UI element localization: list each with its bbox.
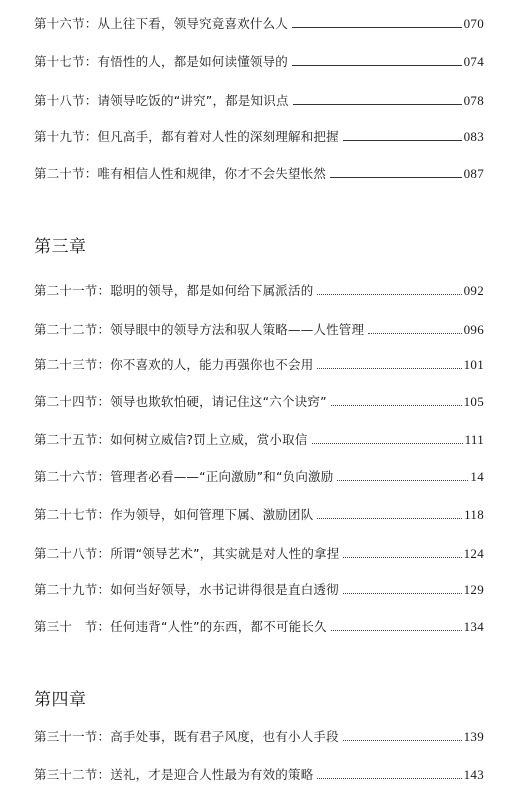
toc-entry-title: 第二十六节：管理者必看——“正向激励”和“负向激励: [34, 469, 334, 484]
toc-entry-title: 第二十九节：如何当好领导，水书记讲得很是直白透彻: [34, 582, 339, 597]
toc-entry-title: 第二十四节：领导也欺软怕硬，请记住这“六个诀窍”: [34, 394, 327, 409]
toc-leader-line: [343, 557, 461, 558]
toc-page-number: 105: [463, 394, 484, 409]
toc-entry-17: [34, 52, 484, 70]
toc-page-number: 092: [463, 283, 484, 298]
toc-entry-24: [34, 392, 484, 410]
toc-entry-title: 第十六节：从上往下看，领导究竟喜欢什么人: [34, 16, 289, 31]
toc-entry-16: [34, 14, 484, 32]
toc-page-number: 124: [463, 546, 484, 561]
toc-leader-line: [337, 480, 468, 481]
toc-leader-line: [331, 405, 462, 406]
toc-page-number: 134: [463, 619, 484, 634]
chapter-heading-4: 第四章: [34, 690, 87, 710]
toc-entry-29: [34, 580, 484, 598]
toc-entry-22: [34, 320, 484, 338]
toc-entry-title: 第十九节：但凡高手，都有着对人性的深刻理解和把握: [34, 129, 339, 144]
toc-leader-line: [331, 630, 462, 631]
toc-entry-28: [34, 544, 484, 562]
toc-entry-21: [34, 281, 484, 299]
toc-entry-title: 第二十五节：如何树立威信?罚上立威，赏小取信: [34, 432, 308, 447]
toc-leader-line: [368, 333, 461, 334]
toc-entry-27: [34, 505, 484, 523]
toc-entry-title: 第二十七节：作为领导，如何管理下属、激励团队: [34, 507, 314, 522]
toc-page-number: 14: [470, 469, 484, 484]
toc-leader-line: [312, 443, 463, 444]
toc-page-number: 096: [463, 322, 484, 337]
toc-leader-line: [343, 140, 462, 141]
toc-leader-line: [317, 294, 461, 295]
toc-entry-30: [34, 617, 484, 635]
toc-entry-title: 第二十一节：聪明的领导，都是如何给下属派活的: [34, 283, 314, 298]
toc-entry-title: 第二十二节：领导眼中的领导方法和驭人策略——人性管理: [34, 322, 365, 337]
toc-page-number: 070: [463, 16, 484, 31]
toc-page-number: 139: [463, 729, 484, 744]
toc-leader-line: [292, 27, 462, 28]
chapter-heading-3: 第三章: [34, 237, 87, 257]
toc-entry-26: [34, 467, 484, 485]
toc-entry-title: 第二十八节：所谓“领导艺术”，其实就是对人性的拿捏: [34, 546, 340, 561]
toc-page-number: 078: [463, 93, 484, 108]
toc-page-number: 111: [464, 432, 484, 447]
toc-page-number: 087: [463, 166, 484, 181]
toc-entry-19: [34, 127, 484, 145]
toc-entry-title: 第十七节：有悟性的人，都是如何读懂领导的: [34, 54, 289, 69]
toc-leader-line: [330, 177, 461, 178]
toc-leader-line: [343, 740, 462, 741]
toc-leader-line: [343, 593, 462, 594]
toc-page-number: 074: [463, 54, 484, 69]
toc-leader-line: [317, 778, 461, 779]
toc-entry-title: 第十八节：请领导吃饭的“讲究”，都是知识点: [34, 93, 289, 108]
toc-entry-title: 第三十一节：高手处事，既有君子风度，也有小人手段: [34, 729, 339, 744]
toc-entry-title: 第三十 节：任何违背“人性”的东西，都不可能长久: [34, 619, 327, 634]
toc-entry-31: [34, 727, 484, 745]
toc-page-number: 129: [463, 582, 484, 597]
toc-entry-25: [34, 430, 484, 448]
toc-entry-23: [34, 355, 484, 373]
toc-entry-title: 第二十节：唯有相信人性和规律，你才不会失望怅然: [34, 166, 327, 181]
toc-page-number: 101: [463, 357, 484, 372]
toc-leader-line: [317, 518, 462, 519]
toc-entry-32: [34, 765, 484, 783]
toc-leader-line: [292, 65, 462, 66]
toc-entry-title: 第二十三节：你不喜欢的人，能力再强你也不会用: [34, 357, 314, 372]
toc-leader-line: [293, 104, 462, 105]
toc-entry-20: [34, 164, 484, 182]
toc-entry-title: 第三十二节：送礼，才是迎合人性最为有效的策略: [34, 767, 314, 782]
toc-page-number: 083: [463, 129, 484, 144]
toc-page-number: 143: [463, 767, 484, 782]
toc-page-number: 118: [464, 507, 484, 522]
toc-entry-18: [34, 91, 484, 109]
toc-leader-line: [317, 368, 461, 369]
